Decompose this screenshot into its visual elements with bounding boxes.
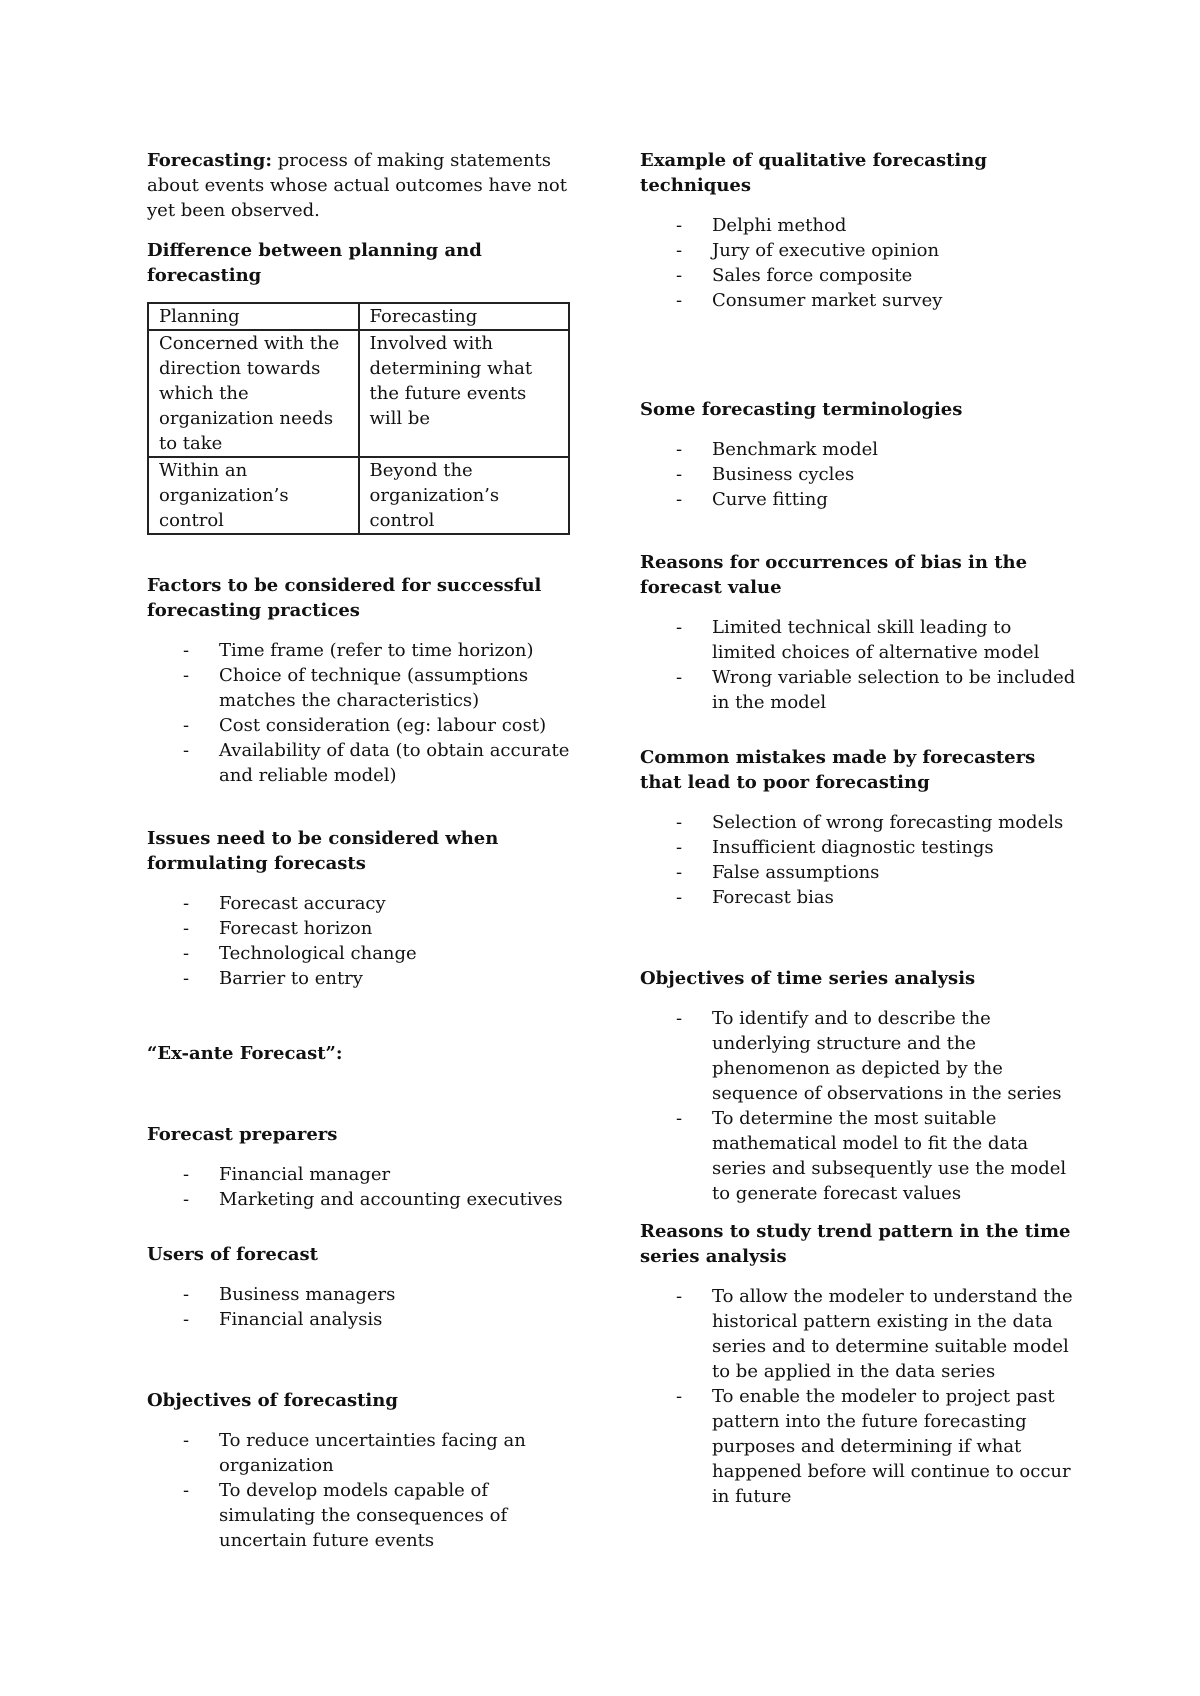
list-item: - Time frame (refer to time horizon): [147, 638, 577, 663]
list-item: - Forecast horizon: [147, 916, 577, 941]
trend-section: [640, 1219, 1080, 1509]
trend-list: [640, 1284, 1080, 1509]
bias-section: [640, 550, 1080, 715]
table-header-row: [148, 303, 569, 330]
users-heading: Users of forecast: [147, 1244, 318, 1265]
list-item: - Selection of wrong forecasting models: [640, 810, 1080, 835]
list-item: - Technological change: [147, 941, 577, 966]
users-list: [147, 1282, 577, 1332]
qualitative-heading: Example of qualitative forecasting techniques: [640, 150, 987, 196]
list-item: - Barrier to entry: [147, 966, 577, 991]
table-header-cell: Planning: [148, 303, 359, 330]
list-item: - Business managers: [147, 1282, 577, 1307]
factors-heading: Factors to be considered for successful forecasting practices: [147, 575, 542, 621]
list-item: - Limited technical skill leading to limited choices of alternative model: [640, 615, 1080, 665]
issues-list: [147, 891, 577, 991]
exante-heading: “Ex-ante Forecast”:: [147, 1043, 343, 1064]
list-item: - Business cycles: [640, 462, 1080, 487]
timeseries-list: [640, 1006, 1080, 1206]
intro-term: Forecasting:: [147, 150, 272, 171]
comparison-table: [147, 302, 570, 535]
qualitative-list: [640, 213, 1080, 313]
list-item: - Benchmark model: [640, 437, 1080, 462]
list-item: - To identify and to describe the underlying structure and the phenomenon as depicted by the sequence of observations in the series: [640, 1006, 1080, 1106]
list-item: - Wrong variable selection to be included in the model: [640, 665, 1080, 715]
list-item: - Curve fitting: [640, 487, 1080, 512]
list-item: - Delphi method: [640, 213, 1080, 238]
bias-heading: Reasons for occurrences of bias in the forecast value: [640, 552, 1028, 598]
table-row: [148, 330, 569, 457]
terminologies-heading: Some forecasting terminologies: [640, 399, 963, 420]
list-item: - To allow the modeler to understand the historical pattern existing in the data series and to determine suitable model to be applied in the data series: [640, 1284, 1080, 1384]
preparers-section: [147, 1122, 577, 1212]
trend-heading: Reasons to study trend pattern in the time series analysis: [640, 1221, 1071, 1267]
mistakes-heading: Common mistakes made by forecasters that lead to poor forecasting: [640, 747, 1036, 793]
table-cell: Beyond the organization’s control: [359, 457, 570, 534]
timeseries-section: [640, 966, 1080, 1206]
table-header-cell: Forecasting: [359, 303, 570, 330]
intro-paragraph: [147, 148, 577, 223]
users-section: [147, 1242, 577, 1332]
list-item: - Sales force composite: [640, 263, 1080, 288]
list-item: - Marketing and accounting executives: [147, 1187, 577, 1212]
list-item: - Financial manager: [147, 1162, 577, 1187]
issues-heading: Issues need to be considered when formulating forecasts: [147, 828, 499, 874]
list-item: - To determine the most suitable mathematical model to fit the data series and subsequently use the model to generate forecast values: [640, 1106, 1080, 1206]
left-column: [147, 148, 577, 1553]
table-cell: Involved with determining what the future events will be: [359, 330, 570, 457]
qualitative-section: [640, 148, 1080, 313]
table-cell: Within an organization’s control: [148, 457, 359, 534]
list-item: - Insufficient diagnostic testings: [640, 835, 1080, 860]
issues-section: [147, 826, 577, 991]
objectives-list: [147, 1428, 577, 1553]
bias-list: [640, 615, 1080, 715]
difference-heading: Difference between planning and forecasting: [147, 240, 482, 286]
list-item: - Choice of technique (assumptions matches the characteristics): [147, 663, 577, 713]
objectives-section: [147, 1388, 577, 1553]
list-item: - Financial analysis: [147, 1307, 577, 1332]
list-item: - Forecast bias: [640, 885, 1080, 910]
terminologies-section: [640, 397, 1080, 512]
factors-section: [147, 573, 577, 788]
factors-list: [147, 638, 577, 788]
preparers-heading: Forecast preparers: [147, 1124, 338, 1145]
table-cell: Concerned with the direction towards which the organization needs to take: [148, 330, 359, 457]
list-item: - Cost consideration (eg: labour cost): [147, 713, 577, 738]
list-item: - Jury of executive opinion: [640, 238, 1080, 263]
list-item: - Availability of data (to obtain accurate and reliable model): [147, 738, 577, 788]
exante-section: [147, 1041, 577, 1066]
preparers-list: [147, 1162, 577, 1212]
timeseries-heading: Objectives of time series analysis: [640, 968, 976, 989]
intro-definition: process of making statements about events whose actual outcomes have not yet been observed.: [147, 150, 567, 221]
right-column: [640, 148, 1080, 1509]
list-item: - To reduce uncertainties facing an organization: [147, 1428, 577, 1478]
list-item: - Forecast accuracy: [147, 891, 577, 916]
list-item: - False assumptions: [640, 860, 1080, 885]
list-item: - Consumer market survey: [640, 288, 1080, 313]
mistakes-list: [640, 810, 1080, 910]
list-item: - To enable the modeler to project past pattern into the future forecasting purposes and determining if what happened before will continue to occur in future: [640, 1384, 1080, 1509]
objectives-heading: Objectives of forecasting: [147, 1390, 398, 1411]
list-item: - To develop models capable of simulating the consequences of uncertain future events: [147, 1478, 577, 1553]
terminologies-list: [640, 437, 1080, 512]
table-row: [148, 457, 569, 534]
mistakes-section: [640, 745, 1080, 910]
